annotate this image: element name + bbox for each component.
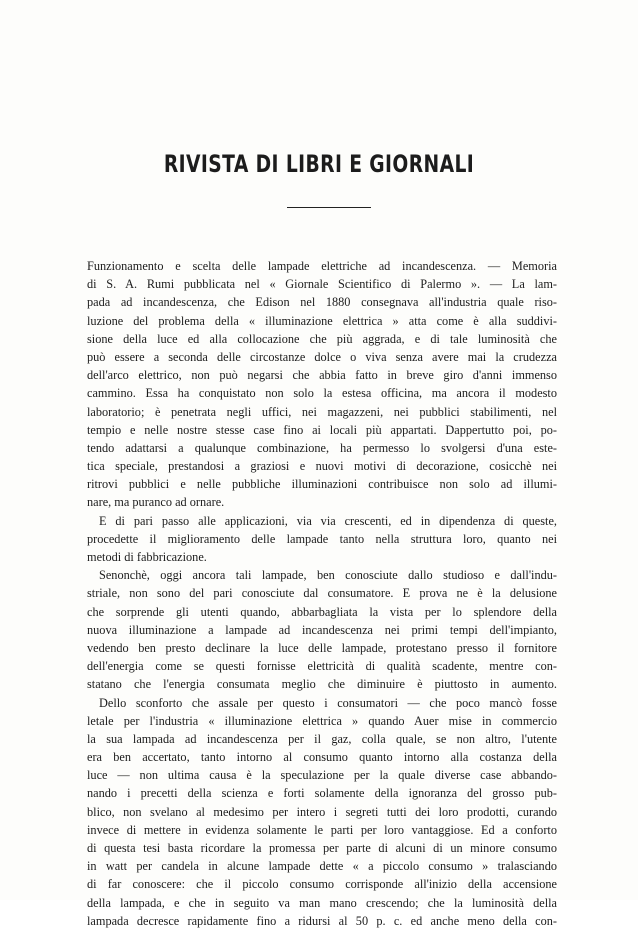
text-line: Funzionamento e scelta delle lampade elettriche ad incandescenza. — Memoria [87,259,557,273]
text-line: invece di mettere in evidenza solamente le parti per loro vantaggiose. Ed a conforto [87,822,557,837]
text-line: la sua lampada ad incandescenza per il gaz, colla quale, se non altro, l'utente [87,731,557,746]
text-line: pada ad incandescenza, che Edison nel 1880 consegnava all'industria quale riso- [87,295,557,310]
text-line: nare, ma puranco ad ornare. [87,495,225,510]
text-line: di questa tesi basta ricordare la promessa per parte di alcuni di un minore consumo [87,841,557,855]
text-line: procedette il miglioramento delle lampade tanto nella struttura loro, quanto nei [87,531,557,546]
text-line: lampada decresce rapidamente fino a ridursi al 50 p. c. ed anche meno della con- [87,913,557,928]
text-line: tica speciale, prestandosi a graziosi e nuovi motivi di decorazione, cosicchè nei [87,459,557,474]
text-line: luce — non ultima causa è la speculazione per la quale diverse case abbando- [87,768,557,783]
text-line: di far conoscere: che il piccolo consumo corrisponde all'inizio della accensione [87,877,557,892]
text-line: metodi di fabbricazione. [87,550,207,564]
text-line: blico, non svelano al medesimo per intero i segreti tutti dei loro prodotti, curando [87,804,557,819]
text-line: ritrovi pubblici e nelle pubbliche illuminazioni contribuisce non solo ad illumi- [87,477,557,492]
text-line: cammino. Essa ha conquistato non solo la estesa officina, ma ancora il modesto [87,386,557,401]
text-line: nando i precetti della scienza e forti solamente della ignoranza del grosso pub- [87,786,557,801]
text-line: statano che l'energia consumata meglio che diminuire è piuttosto in aumento. [87,677,557,692]
text-line: della lampada, e che in seguito va man mano crescendo; che la luminosità della [87,895,557,910]
text-line: striale, non sono del pari conosciute dal consumatore. E prova ne è la delusione [87,586,557,601]
text-line: di S. A. Rumi pubblicata nel « Giornale Scientifico di Palermo ». — La lam- [87,277,557,292]
text-line: che sorprende gli utenti quando, abbarbagliata la vista per lo splendore della [87,604,557,619]
text-line: dell'arco elettrico, non può negarsi che abbia fatto in breve giro d'anni immenso [87,368,557,383]
text-line: luzione del problema della « illuminazione elettrica » atta come è alla suddivi- [87,313,557,328]
text-line: era ben accertato, tanto intorno al consumo quanto intorno alla costanza della [87,750,557,765]
title-divider [287,207,371,208]
text-line: Dello sconforto che assale per questo i consumatori — che poco mancò fosse [99,695,557,710]
text-line: in watt per candela in alcune lampade dette « a piccolo consumo » tralasciando [87,859,557,874]
text-line: vedendo ben presto declinare la luce delle lampade, protestano presso il fornitore [87,640,557,655]
text-line: tempio e nelle nostre stesse case fino ai locali più appartati. Dappertutto poi, po- [87,422,557,437]
text-line: può essere a seconda delle circostanze dolce o viva senza avere mai la crudezza [87,349,557,364]
text-line: letale per l'industria « illuminazione elettrica » quando Auer mise in commercio [87,713,557,728]
text-line: tendo adattarsi a qualunque combinazione, ha permesso lo svolgersi d'una este- [87,440,557,455]
text-line: E di pari passo alle applicazioni, via via crescenti, ed in dipendenza di queste, [99,513,557,528]
text-line: nuova illuminazione a lampade ad incandescenza nei primi tempi dell'impianto, [87,622,557,637]
page-title: RIVISTA DI LIBRI E GIORNALI [163,150,475,178]
text-line: dell'energia come se questi fornisse elettricità di qualità scadente, mentre con- [87,659,557,674]
text-line: Senonchè, oggi ancora tali lampade, ben conosciute dallo studioso e dall'indu- [99,568,557,583]
text-line: sione della luce ed alla collocazione che più aggrada, e di tale luminosità che [87,331,557,346]
article-body [87,257,557,930]
text-line: laboratorio; è penetrata negli uffici, nei magazzeni, nei pubblici stabilimenti, nel [87,404,557,419]
